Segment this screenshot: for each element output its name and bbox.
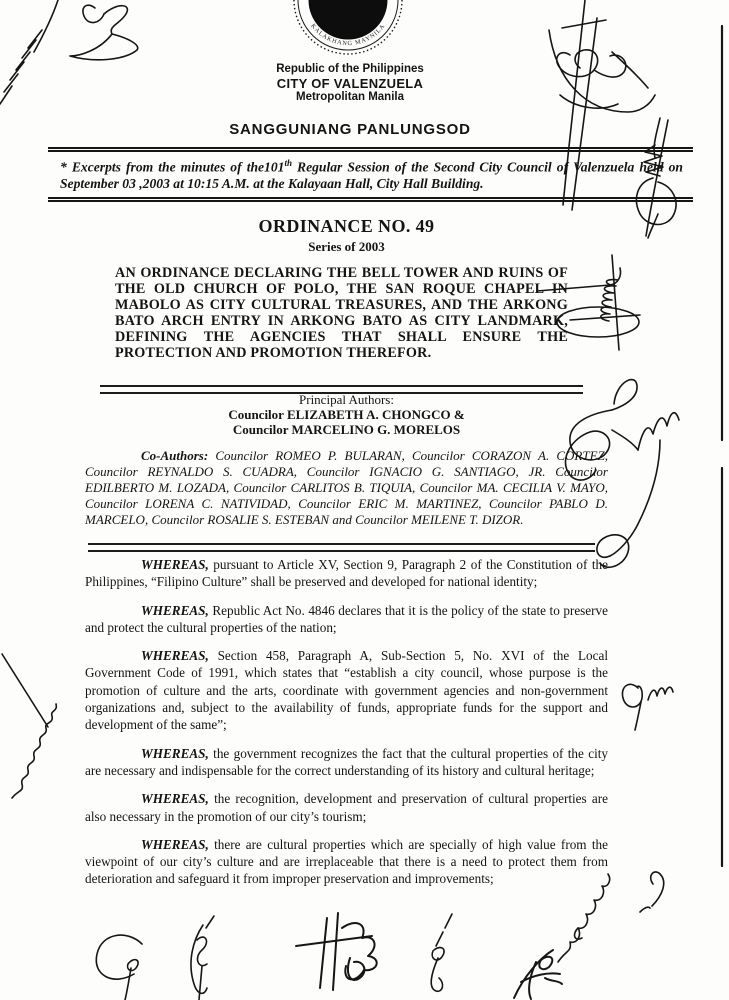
signature-left-margin-mark bbox=[2, 654, 56, 798]
ordinance-heading bbox=[85, 216, 608, 255]
whereas-clause-1 bbox=[85, 556, 608, 591]
excerpt-text-2: Regular Session of the Second City Council of Valenzuela held on September 03 ,2003 at 10:15 A.M. at the Kalayaan Hall, City Hall Building. bbox=[60, 159, 683, 192]
ordinance-series: Series of 2003 bbox=[308, 239, 385, 254]
initials-bottom-2-mark bbox=[191, 916, 214, 1000]
whereas-lead: WHEREAS, bbox=[141, 791, 209, 807]
principal-authors-block bbox=[85, 392, 608, 438]
excerpt-superscript: th bbox=[284, 158, 292, 168]
whereas-clause-2 bbox=[85, 602, 608, 637]
co-authors-paragraph bbox=[85, 448, 608, 528]
city-seal-icon bbox=[288, 0, 408, 60]
excerpt-text-1: * Excerpts from the minutes of the101 bbox=[60, 159, 285, 175]
header-city: CITY OF VALENZUELA bbox=[276, 76, 424, 91]
initials-bottom-1-mark bbox=[96, 935, 142, 1000]
whereas-lead: WHEREAS, bbox=[141, 557, 209, 572]
whereas-text: Section 458, Paragraph A, Sub-Section 5, No. XVI of the Local Government Code of 1991, which states that “establish a city council, whose purpose is the promotion of culture and the arts, coordinate with government agencies and non-government organizations and, subject to the availability of funds, appropriate funds for the support and development of the same”; bbox=[85, 648, 608, 733]
excerpt-note bbox=[48, 147, 693, 202]
whereas-section bbox=[85, 556, 608, 899]
separator-line-bottom bbox=[88, 543, 595, 552]
whereas-clause-3 bbox=[85, 647, 608, 733]
whereas-lead: WHEREAS, bbox=[141, 648, 209, 664]
principal-author-2: Councilor MARCELINO G. MORELOS bbox=[232, 422, 461, 438]
seal-ring-text: KALAKHANG MAYNILA bbox=[309, 22, 387, 48]
whereas-text: the government recognizes the fact that the cultural properties of the city are necessary and indispensable for the correct understanding of its history and cultural heritage; bbox=[85, 745, 608, 778]
whereas-lead: WHEREAS, bbox=[141, 745, 209, 761]
signature-bottom-center-mark bbox=[296, 913, 377, 990]
city-seal bbox=[288, 0, 408, 60]
whereas-clause-6 bbox=[85, 836, 608, 888]
signature-bottom-right-mark bbox=[514, 950, 562, 999]
principal-author-1: Councilor ELIZABETH A. CHONGCO & bbox=[228, 407, 465, 423]
whereas-text: Republic Act No. 4846 declares that it is the policy of the state to preserve and protect the cultural properties of the nation; bbox=[85, 602, 608, 635]
header-council: SANGGUNIANG PANLUNGSOD bbox=[229, 121, 471, 138]
whereas-clause-5 bbox=[85, 790, 608, 825]
whereas-text: the recognition, development and preservation of cultural properties are also necessary in the promotion of our city’s tourism; bbox=[85, 791, 608, 824]
whereas-clause-4 bbox=[85, 745, 608, 780]
whereas-text: pursuant to Article XV, Section 9, Paragraph 2 of the Constitution of the Philippines, “Filipino Culture” shall be preserved and developed for national identity; bbox=[85, 557, 608, 590]
ordinance-number: ORDINANCE NO. 49 bbox=[258, 216, 435, 236]
whereas-text: there are cultural properties which are specially of high value from the viewpoint of our city’s culture and are irreplaceable that there is a need to protect them from deterioration and safeguard it from improper preservation and improvements; bbox=[85, 836, 608, 887]
initials-right-whereas-mark bbox=[622, 684, 673, 730]
co-authors-label: Co-Authors: bbox=[141, 448, 209, 463]
co-authors-text: Councilor ROMEO P. BULARAN, Councilor CORAZON A. CORTEZ, Councilor REYNALDO S. CUADRA, Councilor IGNACIO G. SANTIAGO, JR. Councilor EDILBERTO M. LOZADA, Councilor CARLITOS B. TIQUIA, Councilor MA. CECILIA V. MAYO, Councilor LORENA C. NATIVIDAD, Councilor ERIC M. MARTINEZ, Councilor PABLO D. MARCELO, Councilor ROSALIE S. ESTEBAN and Councilor MEILENE T. DIZOR. bbox=[85, 448, 608, 528]
whereas-lead: WHEREAS, bbox=[141, 602, 209, 618]
whereas-lead: WHEREAS, bbox=[141, 836, 209, 852]
header-republic: Republic of the Philippines bbox=[276, 63, 424, 75]
ordinance-title: AN ORDINANCE DECLARING THE BELL TOWER AND RUINS OF THE OLD CHURCH OF POLO, THE SAN ROQUE CHAPEL IN MABOLO AS CITY CULTURAL TREASURES, AND THE ARKONG BATO ARCH ENTRY IN ARKONG BATO AS CITY LANDMARK, DEFINING THE AGENCIES THAT SHALL ENSURE THE PROTECTION AND PROMOTION THEREFOR. bbox=[115, 265, 568, 361]
header-metro: Metropolitan Manila bbox=[296, 91, 404, 103]
document-header bbox=[0, 63, 700, 104]
initials-bottom-3-mark bbox=[431, 914, 452, 991]
principal-authors-label: Principal Authors: bbox=[299, 392, 394, 407]
